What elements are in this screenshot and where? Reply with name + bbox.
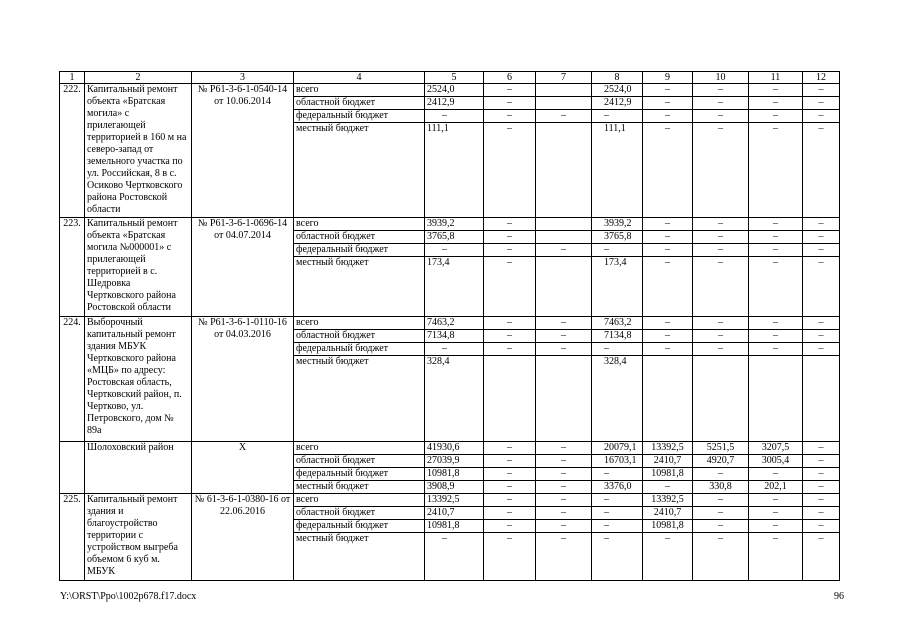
value-cell: – [643, 97, 693, 110]
value-cell: – [536, 244, 592, 257]
registration-number: № Р61-3-6-1-0110-16 от 04.03.2016 [192, 317, 294, 442]
value-cell: 41930,6 [425, 442, 484, 455]
value-cell: – [693, 494, 749, 507]
funding-source: местный бюджет [294, 257, 425, 317]
value-cell: – [484, 218, 536, 231]
value-cell: 4920,7 [693, 455, 749, 468]
table-row [60, 494, 840, 507]
value-cell: – [484, 330, 536, 343]
value-cell: – [484, 455, 536, 468]
value-cell: – [643, 317, 693, 330]
value-cell: 7134,8 [592, 330, 643, 343]
value-cell: 16703,1 [592, 455, 643, 468]
table-row [60, 317, 840, 330]
value-cell: – [693, 343, 749, 356]
value-cell: 3765,8 [592, 231, 643, 244]
page-number: 96 [834, 591, 844, 602]
value-cell: – [749, 84, 803, 97]
table-row [60, 442, 840, 455]
value-cell: – [425, 343, 484, 356]
registration-number: № 61-3-6-1-0380-16 от 22.06.2016 [192, 494, 294, 581]
column-header: 11 [749, 72, 803, 84]
registration-number: № Р61-3-6-1-0696-14 от 04.07.2014 [192, 218, 294, 317]
value-cell: – [643, 218, 693, 231]
value-cell: 2410,7 [425, 507, 484, 520]
value-cell: 173,4 [425, 257, 484, 317]
value-cell: – [803, 507, 840, 520]
value-cell: 2524,0 [592, 84, 643, 97]
funding-source: всего [294, 442, 425, 455]
value-cell: – [749, 507, 803, 520]
value-cell: – [484, 244, 536, 257]
value-cell: – [803, 343, 840, 356]
value-cell: – [749, 218, 803, 231]
value-cell: – [749, 330, 803, 343]
funding-source: федеральный бюджет [294, 520, 425, 533]
registration-number: № Р61-3-6-1-0540-14 от 10.06.2014 [192, 84, 294, 218]
value-cell [536, 123, 592, 218]
value-cell: – [749, 494, 803, 507]
funding-source: федеральный бюджет [294, 110, 425, 123]
funding-source: местный бюджет [294, 481, 425, 494]
column-header: 10 [693, 72, 749, 84]
value-cell: 27039,9 [425, 455, 484, 468]
value-cell: – [803, 257, 840, 317]
value-cell: – [643, 244, 693, 257]
value-cell: – [693, 257, 749, 317]
value-cell: – [536, 455, 592, 468]
value-cell: – [484, 533, 536, 581]
value-cell: 20079,1 [592, 442, 643, 455]
value-cell: – [484, 481, 536, 494]
value-cell: – [693, 123, 749, 218]
registration-number: Х [192, 442, 294, 494]
object-name: Капитальный ремонт объекта «Братская могила» с прилегающей территорией в 160 м на северо-запад от земельного участка по ул. Российская, 8 в с. Осиково Чертковского района Ростовской области [85, 84, 192, 218]
value-cell [536, 231, 592, 244]
column-header: 5 [425, 72, 484, 84]
value-cell: 202,1 [749, 481, 803, 494]
value-cell [643, 356, 693, 442]
funding-source: федеральный бюджет [294, 244, 425, 257]
funding-source: федеральный бюджет [294, 343, 425, 356]
value-cell: – [484, 494, 536, 507]
value-cell: – [693, 218, 749, 231]
value-cell: – [643, 257, 693, 317]
funding-source: федеральный бюджет [294, 468, 425, 481]
value-cell: 3005,4 [749, 455, 803, 468]
value-cell: – [592, 533, 643, 581]
object-name: Шолоховский район [85, 442, 192, 494]
value-cell: 3207,5 [749, 442, 803, 455]
value-cell: 2410,7 [643, 507, 693, 520]
value-cell: – [484, 231, 536, 244]
value-cell: – [693, 317, 749, 330]
value-cell: 10981,8 [643, 520, 693, 533]
object-name: Капитальный ремонт объекта «Братская могила №000001» с прилегающей территорией в с. Шедровка Чертковского района Ростовской области [85, 218, 192, 317]
value-cell: 10981,8 [643, 468, 693, 481]
value-cell: – [749, 97, 803, 110]
value-cell: – [693, 533, 749, 581]
value-cell: – [536, 468, 592, 481]
column-header: 12 [803, 72, 840, 84]
funding-source: областной бюджет [294, 330, 425, 343]
value-cell: – [536, 507, 592, 520]
value-cell: – [693, 231, 749, 244]
value-cell: – [592, 244, 643, 257]
value-cell: – [425, 244, 484, 257]
value-cell: – [643, 231, 693, 244]
value-cell: – [425, 110, 484, 123]
value-cell: – [643, 110, 693, 123]
value-cell: – [803, 533, 840, 581]
value-cell: – [693, 468, 749, 481]
column-header: 6 [484, 72, 536, 84]
value-cell: 10981,8 [425, 520, 484, 533]
funding-source: областной бюджет [294, 97, 425, 110]
value-cell: – [803, 494, 840, 507]
column-header: 2 [85, 72, 192, 84]
value-cell: – [643, 123, 693, 218]
value-cell: – [803, 123, 840, 218]
value-cell: – [484, 97, 536, 110]
value-cell: – [803, 244, 840, 257]
value-cell: – [803, 84, 840, 97]
row-number [60, 442, 85, 494]
value-cell: – [536, 330, 592, 343]
value-cell: – [484, 343, 536, 356]
value-cell: – [536, 343, 592, 356]
value-cell: – [749, 520, 803, 533]
value-cell [536, 257, 592, 317]
row-number: 222. [60, 84, 85, 218]
value-cell: – [693, 520, 749, 533]
value-cell: – [693, 84, 749, 97]
object-name: Капитальный ремонт здания и благоустройство территории с устройством выгреба объемом 6 куб м. МБУК [85, 494, 192, 581]
value-cell [536, 97, 592, 110]
value-cell: – [643, 481, 693, 494]
value-cell: – [484, 507, 536, 520]
value-cell: – [592, 494, 643, 507]
value-cell: – [803, 110, 840, 123]
value-cell: – [803, 455, 840, 468]
value-cell: – [693, 330, 749, 343]
value-cell: 2412,9 [592, 97, 643, 110]
value-cell: – [693, 244, 749, 257]
funding-source: всего [294, 218, 425, 231]
value-cell: – [592, 507, 643, 520]
value-cell [536, 356, 592, 442]
value-cell [484, 356, 536, 442]
value-cell: 328,4 [592, 356, 643, 442]
value-cell: – [536, 442, 592, 455]
funding-source: местный бюджет [294, 123, 425, 218]
value-cell: – [484, 468, 536, 481]
funding-table [59, 71, 840, 581]
value-cell: – [749, 317, 803, 330]
value-cell: – [484, 257, 536, 317]
row-number: 223. [60, 218, 85, 317]
value-cell: 3765,8 [425, 231, 484, 244]
funding-source: областной бюджет [294, 455, 425, 468]
value-cell: – [693, 507, 749, 520]
value-cell: – [693, 110, 749, 123]
funding-source: областной бюджет [294, 231, 425, 244]
object-name: Выборочный капитальный ремонт здания МБУК Чертковского района «МЦБ» по адресу: Ростовская область, Чертковский район, п. Чертково, ул. Петровского, дом № 89а [85, 317, 192, 442]
funding-source: местный бюджет [294, 356, 425, 442]
value-cell: 2412,9 [425, 97, 484, 110]
value-cell: – [803, 468, 840, 481]
value-cell: – [536, 520, 592, 533]
value-cell: 3908,9 [425, 481, 484, 494]
value-cell: 2524,0 [425, 84, 484, 97]
value-cell: 2410,7 [643, 455, 693, 468]
value-cell: 13392,5 [425, 494, 484, 507]
column-header: 7 [536, 72, 592, 84]
value-cell: – [536, 494, 592, 507]
value-cell: – [749, 343, 803, 356]
value-cell: – [749, 468, 803, 481]
table-row [60, 84, 840, 97]
value-cell: – [484, 442, 536, 455]
value-cell: – [803, 442, 840, 455]
value-cell: – [803, 218, 840, 231]
value-cell: – [749, 244, 803, 257]
value-cell: 13392,5 [643, 494, 693, 507]
column-header: 3 [192, 72, 294, 84]
value-cell: 5251,5 [693, 442, 749, 455]
value-cell: – [749, 533, 803, 581]
value-cell: – [484, 520, 536, 533]
value-cell: – [592, 468, 643, 481]
value-cell: – [803, 330, 840, 343]
row-number: 224. [60, 317, 85, 442]
value-cell: 328,4 [425, 356, 484, 442]
funding-source: всего [294, 494, 425, 507]
value-cell: 111,1 [425, 123, 484, 218]
value-cell: – [749, 257, 803, 317]
value-cell: – [536, 110, 592, 123]
value-cell: 3939,2 [425, 218, 484, 231]
value-cell [536, 218, 592, 231]
value-cell: – [592, 110, 643, 123]
value-cell: – [643, 343, 693, 356]
column-header: 1 [60, 72, 85, 84]
funding-source: местный бюджет [294, 533, 425, 581]
value-cell: 7463,2 [592, 317, 643, 330]
value-cell: – [749, 123, 803, 218]
value-cell: 330,8 [693, 481, 749, 494]
value-cell: – [749, 110, 803, 123]
value-cell: – [536, 317, 592, 330]
value-cell: 10981,8 [425, 468, 484, 481]
value-cell: – [643, 533, 693, 581]
value-cell: 3376,0 [592, 481, 643, 494]
value-cell: – [643, 330, 693, 343]
value-cell: – [484, 317, 536, 330]
value-cell: – [803, 481, 840, 494]
value-cell: – [643, 84, 693, 97]
funding-source: областной бюджет [294, 507, 425, 520]
value-cell: 3939,2 [592, 218, 643, 231]
row-number: 225. [60, 494, 85, 581]
value-cell [536, 84, 592, 97]
value-cell: – [536, 481, 592, 494]
value-cell: 13392,5 [643, 442, 693, 455]
value-cell [693, 356, 749, 442]
column-header-row [60, 72, 840, 84]
value-cell: – [803, 97, 840, 110]
value-cell: 7134,8 [425, 330, 484, 343]
value-cell: 111,1 [592, 123, 643, 218]
value-cell: – [425, 533, 484, 581]
column-header: 8 [592, 72, 643, 84]
column-header: 4 [294, 72, 425, 84]
value-cell: – [484, 84, 536, 97]
funding-source: всего [294, 84, 425, 97]
value-cell: – [536, 533, 592, 581]
value-cell: – [803, 231, 840, 244]
value-cell: – [484, 110, 536, 123]
value-cell: – [592, 343, 643, 356]
value-cell: 173,4 [592, 257, 643, 317]
table-row [60, 218, 840, 231]
column-header: 9 [643, 72, 693, 84]
value-cell: – [693, 97, 749, 110]
value-cell: 7463,2 [425, 317, 484, 330]
value-cell: – [749, 231, 803, 244]
value-cell: – [592, 520, 643, 533]
value-cell: – [484, 123, 536, 218]
value-cell: – [803, 317, 840, 330]
value-cell [803, 356, 840, 442]
funding-source: всего [294, 317, 425, 330]
document-path: Y:\ORST\Ppo\1002p678.f17.docx [60, 591, 197, 602]
value-cell [749, 356, 803, 442]
value-cell: – [803, 520, 840, 533]
